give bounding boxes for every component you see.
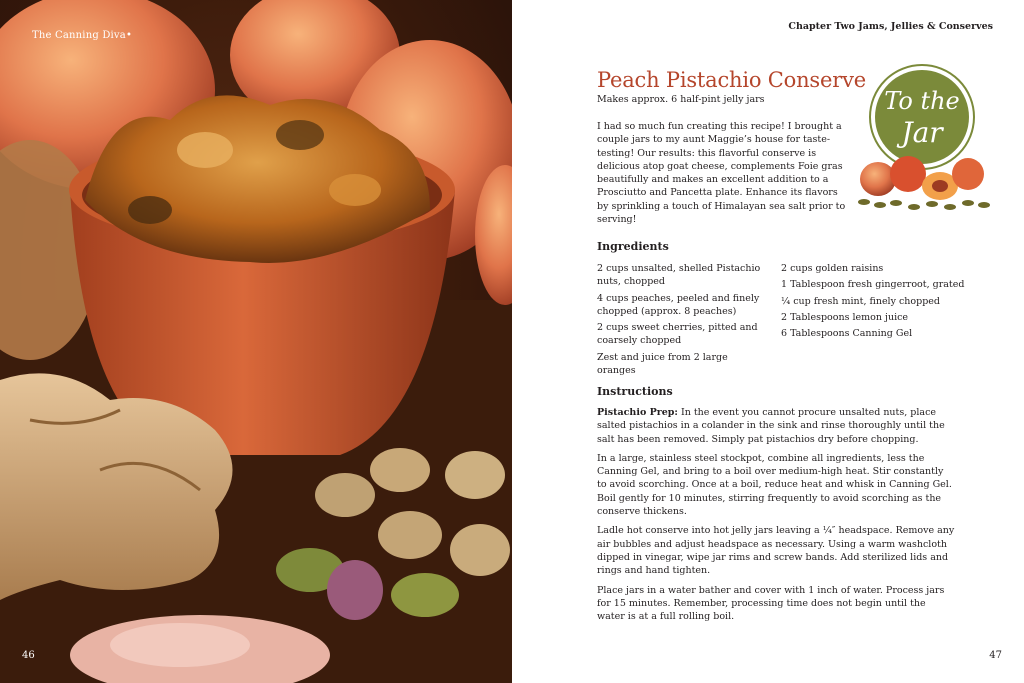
recipe-yield: Makes approx. 6 half-pint jelly jars <box>597 94 765 105</box>
instruction-step-1: In a large, stainless steel stockpot, combine all ingredients, less the Canning Gel, and bring to a boil over medium-high heat. Stir constantly to avoid scorching. Once at a boil, reduce heat and whisk in Canning Gel. Boil gently for 10 minutes, stirring frequently to avoid scorching as the conserve thickens. <box>597 452 952 518</box>
brand-name: The Canning Diva• <box>32 30 133 41</box>
badge-line2: Jar <box>901 116 943 149</box>
page-number-right: 47 <box>989 650 1002 661</box>
ingredient-item: 2 Tablespoons lemon juice <box>781 311 909 323</box>
ingredient-item: 2 cups golden raisins <box>781 263 884 274</box>
prep-text: In the event you cannot procure unsalted nuts, place salted pistachios in a colander in the sink and rinse thoroughly until the salt has been removed. Simply pat pistachios dry before chopping. <box>597 407 945 445</box>
ingredient-item: ¼ cup fresh mint, finely chopped <box>781 295 941 307</box>
ingredient-item: 4 cups peaches, peeled and finely chopped (approx. 8 peaches) <box>597 292 760 317</box>
ingredient-item: Zest and juice from 2 large oranges <box>597 351 728 377</box>
instruction-step-2: Ladle hot conserve into hot jelly jars leaving a ¼″ headspace. Remove any air bubbles and adjust headspace as necessary. Using a warm washcloth dipped in vinegar, wipe jar rims and screw bands. Add sterilized lids and rings and hand tighten. <box>597 525 955 577</box>
ingredients-list-right <box>781 262 981 343</box>
ingredient-item: 2 cups unsalted, shelled Pistachio nuts, chopped <box>597 263 761 288</box>
recipe-intro: I had so much fun creating this recipe! I brought a couple jars to my aunt Maggie’s house for taste-testing! Our results: this flavorful conserve is delicious atop goat cheese, complements Foie gras beautifully and makes an excellent addition to a Prosciutto and Pancetta plate. Enhance its flavors by sprinkling a touch of Himalayan sea salt prior to serving! <box>597 121 846 226</box>
instructions-body <box>597 406 955 629</box>
page-number-left: 46 <box>22 650 35 661</box>
ingredient-item: 1 Tablespoon fresh gingerroot, grated <box>781 279 965 291</box>
ingredients-heading: Ingredients <box>597 240 669 253</box>
ingredient-item: 2 cups sweet cherries, pitted and coarsely chopped <box>597 322 758 347</box>
prep-label: Pistachio Prep: <box>597 407 678 418</box>
recipe-page <box>512 0 1024 683</box>
instructions-heading: Instructions <box>597 385 673 398</box>
instruction-step-3: Place jars in a water bather and cover with 1 inch of water. Process jars for 15 minutes. Remember, processing time does not begin until the water is at a full rolling boil. <box>597 584 945 623</box>
to-the-jar-badge <box>844 62 1004 222</box>
badge-line1: To the <box>884 87 960 115</box>
instruction-prep <box>597 406 955 446</box>
chapter-heading: Chapter Two Jams, Jellies & Conserves <box>788 21 993 32</box>
recipe-title: Peach Pistachio Conserve <box>597 68 866 92</box>
ingredient-item: 6 Tablespoons Canning Gel <box>781 328 913 340</box>
badge-pistachios-icon <box>858 199 990 210</box>
ingredients-list-left <box>597 262 767 380</box>
